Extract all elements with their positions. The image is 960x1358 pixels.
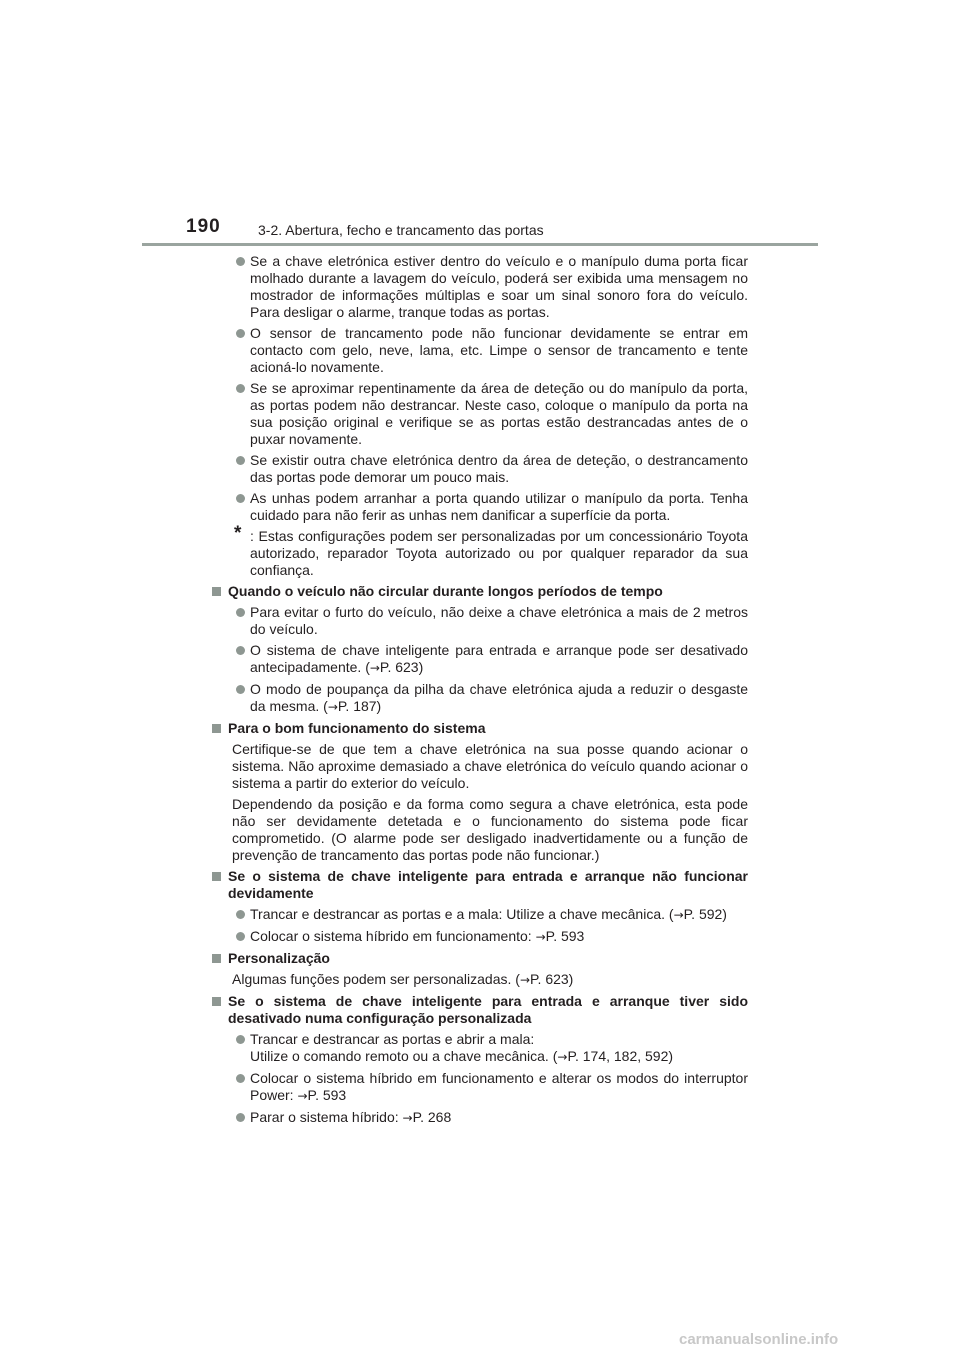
bullet-icon bbox=[236, 685, 245, 694]
list-item: Se se aproximar repentinamente da área de deteção ou do manípulo da porta, as portas podem não destrancar. Neste caso, coloque o manípulo da porta na sua posição original e verifique se as portas estão destrancadas antes de o puxar novamente. bbox=[221, 380, 748, 448]
bullet-icon bbox=[236, 910, 245, 919]
list-item: Se existir outra chave eletrónica dentro da área de deteção, o destrancamento das portas pode demorar um pouco mais. bbox=[221, 452, 748, 486]
page-reference[interactable]: P. 623) bbox=[379, 659, 424, 675]
page-reference[interactable]: P. 268 bbox=[412, 1109, 452, 1125]
page-reference[interactable]: P. 593 bbox=[307, 1087, 347, 1103]
arrow-icon: → bbox=[557, 1050, 568, 1064]
list-item: O modo de poupança da pilha da chave eletrónica ajuda a reduzir o desgaste da mesma. (→P. 187) bbox=[221, 681, 748, 716]
page-content bbox=[210, 253, 748, 1131]
arrow-icon: → bbox=[673, 908, 684, 922]
bullet-icon bbox=[236, 608, 245, 617]
paragraph: Certifique-se de que tem a chave eletrónica na sua posse quando acionar o sistema. Não aproxime demasiado a chave eletrónica do veículo quando acionar o sistema a partir do exterior do veículo. bbox=[232, 741, 748, 791]
square-bullet-icon bbox=[212, 587, 221, 596]
page-reference[interactable]: P. 187) bbox=[337, 698, 382, 714]
arrow-icon: → bbox=[402, 1111, 413, 1125]
list-item: Parar o sistema híbrido: →P. 268 bbox=[221, 1109, 748, 1127]
paragraph: Algumas funções podem ser personalizadas. (→P. 623) bbox=[232, 971, 574, 987]
watermark: carmanualsonline.info bbox=[679, 1331, 839, 1348]
subsection-heading: Para o bom funcionamento do sistema bbox=[210, 720, 748, 737]
square-bullet-icon bbox=[212, 872, 221, 881]
bullet-icon bbox=[236, 257, 245, 266]
bullet-icon bbox=[236, 384, 245, 393]
bullet-icon bbox=[236, 494, 245, 503]
list-item: Colocar o sistema híbrido em funcionamento: →P. 593 bbox=[221, 928, 748, 946]
list-item: As unhas podem arranhar a porta quando utilizar o manípulo da porta. Tenha cuidado para não ferir as unhas nem danificar a superfície da porta. bbox=[221, 490, 748, 524]
page-number: 190 bbox=[186, 216, 221, 237]
subsection-heading: Se o sistema de chave inteligente para entrada e arranque tiver sido desativado numa configuração personalizada bbox=[210, 993, 748, 1027]
list-item: O sistema de chave inteligente para entrada e arranque pode ser desativado antecipadamente. (→P. 623) bbox=[221, 642, 748, 677]
list-item: O sensor de trancamento pode não funcionar devidamente se entrar em contacto com gelo, neve, lama, etc. Limpe o sensor de trancamento e tente acioná-lo novamente. bbox=[221, 325, 748, 376]
square-bullet-icon bbox=[212, 724, 221, 733]
arrow-icon: → bbox=[327, 700, 338, 714]
bullet-icon bbox=[236, 1074, 245, 1083]
bullet-icon bbox=[236, 932, 245, 941]
list-item: Trancar e destrancar as portas e a mala: Utilize a chave mecânica. (→P. 592) bbox=[221, 906, 748, 924]
bullet-icon bbox=[236, 456, 245, 465]
page-reference[interactable]: P. 623) bbox=[530, 971, 574, 987]
asterisk-mark: * bbox=[234, 523, 242, 544]
footnote: * : Estas configurações podem ser personalizadas por um concessionário Toyota autorizado, reparador Toyota autorizado ou por qualquer reparador da sua confiança. bbox=[234, 523, 748, 578]
paragraph: Dependendo da posição e da forma como segura a chave eletrónica, esta pode não ser devidamente detetada e o funcionamento do sistema pode ficar comprometido. (O alarme pode ser desligado inadvertidamente ou a função de prevenção de trancamento das portas pode não funcionar.) bbox=[232, 796, 748, 863]
arrow-icon: → bbox=[519, 973, 530, 987]
subsection-heading: Quando o veículo não circular durante longos períodos de tempo bbox=[210, 583, 748, 600]
page-reference[interactable]: P. 592) bbox=[683, 906, 727, 922]
arrow-icon: → bbox=[297, 1089, 308, 1103]
bullet-icon bbox=[236, 1035, 245, 1044]
bullet-icon bbox=[236, 646, 245, 655]
page-reference[interactable]: P. 174, 182, 592) bbox=[567, 1048, 674, 1064]
arrow-icon: → bbox=[369, 661, 380, 675]
arrow-icon: → bbox=[535, 930, 546, 944]
header-rule bbox=[142, 243, 818, 246]
section-title: 3-2. Abertura, fecho e trancamento das portas bbox=[258, 222, 544, 238]
list-item: Trancar e destrancar as portas e abrir a mala: Utilize o comando remoto ou a chave mecânica. (→P. 174, 182, 592) bbox=[221, 1031, 748, 1066]
subsection-heading: Personalização bbox=[210, 950, 748, 967]
list-item: Colocar o sistema híbrido em funcionamento e alterar os modos do interruptor Power: →P. 593 bbox=[221, 1070, 748, 1105]
list-item: Se a chave eletrónica estiver dentro do veículo e o manípulo duma porta ficar molhado durante a lavagem do veículo, poderá ser exibida uma mensagem no mostrador de informações múltiplas e soar um sinal sonoro fora do veículo. Para desligar o alarme, tranque todas as portas. bbox=[221, 253, 748, 321]
page-reference[interactable]: P. 593 bbox=[545, 928, 585, 944]
bullet-icon bbox=[236, 1113, 245, 1122]
square-bullet-icon bbox=[212, 954, 221, 963]
list-item: Para evitar o furto do veículo, não deixe a chave eletrónica a mais de 2 metros do veículo. bbox=[221, 604, 748, 638]
square-bullet-icon bbox=[212, 997, 221, 1006]
bullet-icon bbox=[236, 329, 245, 338]
subsection-heading: Se o sistema de chave inteligente para entrada e arranque não funcionar devidamente bbox=[210, 868, 748, 902]
